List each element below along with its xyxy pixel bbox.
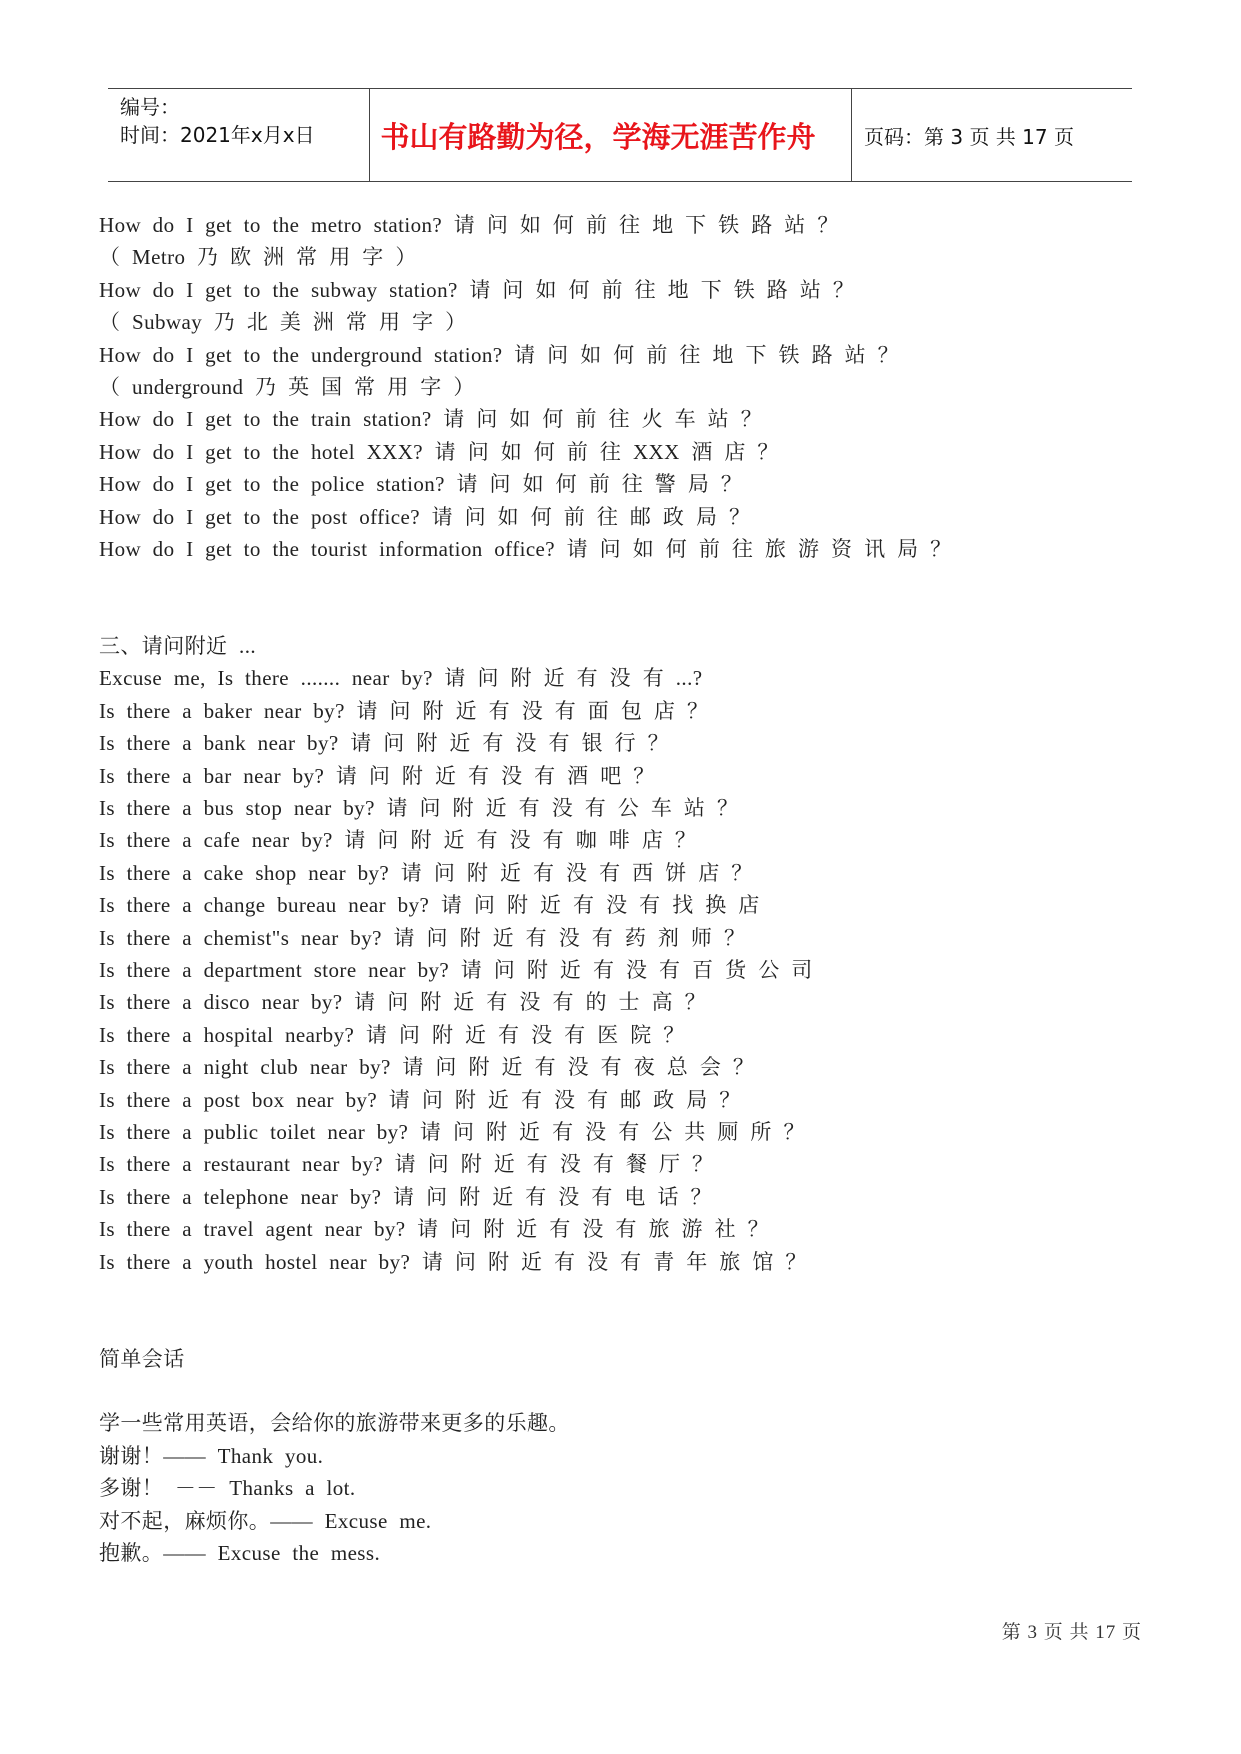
conversation-line: 谢谢！—— Thank you. <box>99 1443 324 1468</box>
direction-line: How do I get to the underground station? 请 问 如 何 前 往 地 下 铁 路 站 ？ <box>99 342 900 367</box>
direction-line: （ Metro 乃 欧 洲 常 用 字 ） <box>99 245 417 270</box>
nearby-line: Is there a night club near by? 请 问 附 近 有 没 有 夜 总 会 ？ <box>99 1055 755 1080</box>
serial-label: 编号： <box>120 95 180 119</box>
nearby-line: Is there a hospital nearby? 请 问 附 近 有 没 有 医 院 ？ <box>99 1022 685 1047</box>
nearby-line: Is there a bus stop near by? 请 问 附 近 有 没 有 公 车 站 ？ <box>99 796 739 821</box>
nearby-line: Is there a disco near by? 请 问 附 近 有 没 有 的 士 高 ？ <box>99 990 707 1015</box>
nearby-line: Is there a restaurant near by? 请 问 附 近 有 没 有 餐 厅 ？ <box>99 1152 714 1177</box>
section-heading-conversation: 简单会话 <box>99 1346 185 1371</box>
direction-line: How do I get to the metro station? 请 问 如 何 前 往 地 下 铁 路 站 ？ <box>99 213 839 237</box>
page-header <box>108 88 1132 182</box>
spacer <box>99 598 1139 630</box>
direction-line: How do I get to the post office? 请 问 如 何 前 往 邮 政 局 ？ <box>99 504 751 529</box>
header-page-number: 页码：第 3 页 共 17 页 <box>864 124 1074 149</box>
time-label: 时间：2021年x月x日 <box>120 123 315 147</box>
conversation-intro: 学一些常用英语，会给你的旅游带来更多的乐趣。 <box>99 1411 570 1436</box>
nearby-line: Is there a bank near by? 请 问 附 近 有 没 有 银 行 ？ <box>99 731 670 756</box>
conversation-line: 对不起，麻烦你。—— Excuse me. <box>99 1508 432 1533</box>
page-footer: 第 3 页 共 17 页 <box>1001 1622 1142 1643</box>
nearby-line: Is there a youth hostel near by? 请 问 附 近 有 没 有 青 年 旅 馆 ？ <box>99 1249 807 1274</box>
header-divider <box>851 89 852 181</box>
nearby-line: Excuse me, Is there ....... near by? 请 问 附 近 有 没 有 ...? <box>99 666 703 691</box>
nearby-line: Is there a post box near by? 请 问 附 近 有 没 有 邮 政 局 ？ <box>99 1087 741 1112</box>
document-body <box>99 209 1139 1569</box>
nearby-line: Is there a department store near by? 请 问 附 近 有 没 有 百 货 公 司 <box>99 957 813 982</box>
nearby-line: Is there a cake shop near by? 请 问 附 近 有 没 有 西 饼 店 ？ <box>99 860 753 885</box>
nearby-line: Is there a cafe near by? 请 问 附 近 有 没 有 咖 啡 店 ？ <box>99 828 697 853</box>
direction-line: How do I get to the hotel XXX? 请 问 如 何 前 往 XXX 酒 店 ？ <box>99 439 779 464</box>
spacer <box>99 1375 1139 1407</box>
spacer <box>99 1310 1139 1342</box>
direction-line: How do I get to the subway station? 请 问 如 何 前 往 地 下 铁 路 站 ？ <box>99 277 855 302</box>
spacer <box>99 1278 1139 1310</box>
nearby-line: Is there a telephone near by? 请 问 附 近 有 没 有 电 话 ？ <box>99 1184 712 1209</box>
conversation-line: 抱歉。—— Excuse the mess. <box>99 1541 381 1566</box>
direction-line: （ Subway 乃 北 美 洲 常 用 字 ） <box>99 310 467 335</box>
direction-line: How do I get to the tourist information office? 请 问 如 何 前 往 旅 游 资 讯 局 ？ <box>99 536 952 561</box>
nearby-line: Is there a change bureau near by? 请 问 附 近 有 没 有 找 换 店 <box>99 893 760 918</box>
section-heading-nearby: 三、请问附近 ... <box>99 634 256 659</box>
direction-line: How do I get to the train station? 请 问 如 何 前 往 火 车 站 ？ <box>99 407 763 432</box>
direction-line: How do I get to the police station? 请 问 如 何 前 往 警 局 ？ <box>99 472 743 497</box>
nearby-line: Is there a public toilet near by? 请 问 附 近 有 没 有 公 共 厕 所 ？ <box>99 1119 805 1144</box>
header-motto: 书山有路勤为径，学海无涯苦作舟 <box>380 119 816 154</box>
direction-line: （ underground 乃 英 国 常 用 字 ） <box>99 374 475 399</box>
nearby-line: Is there a bar near by? 请 问 附 近 有 没 有 酒 吧 ？ <box>99 763 655 788</box>
nearby-line: Is there a baker near by? 请 问 附 近 有 没 有 面 包 店 ？ <box>99 698 709 723</box>
nearby-line: Is there a travel agent near by? 请 问 附 近 有 没 有 旅 游 社 ？ <box>99 1217 770 1242</box>
header-meta <box>120 93 315 149</box>
spacer <box>99 565 1139 597</box>
nearby-line: Is there a chemist"s near by? 请 问 附 近 有 没 有 药 剂 师 ？ <box>99 925 746 950</box>
conversation-line: 多谢！ －－ Thanks a lot. <box>99 1476 356 1501</box>
